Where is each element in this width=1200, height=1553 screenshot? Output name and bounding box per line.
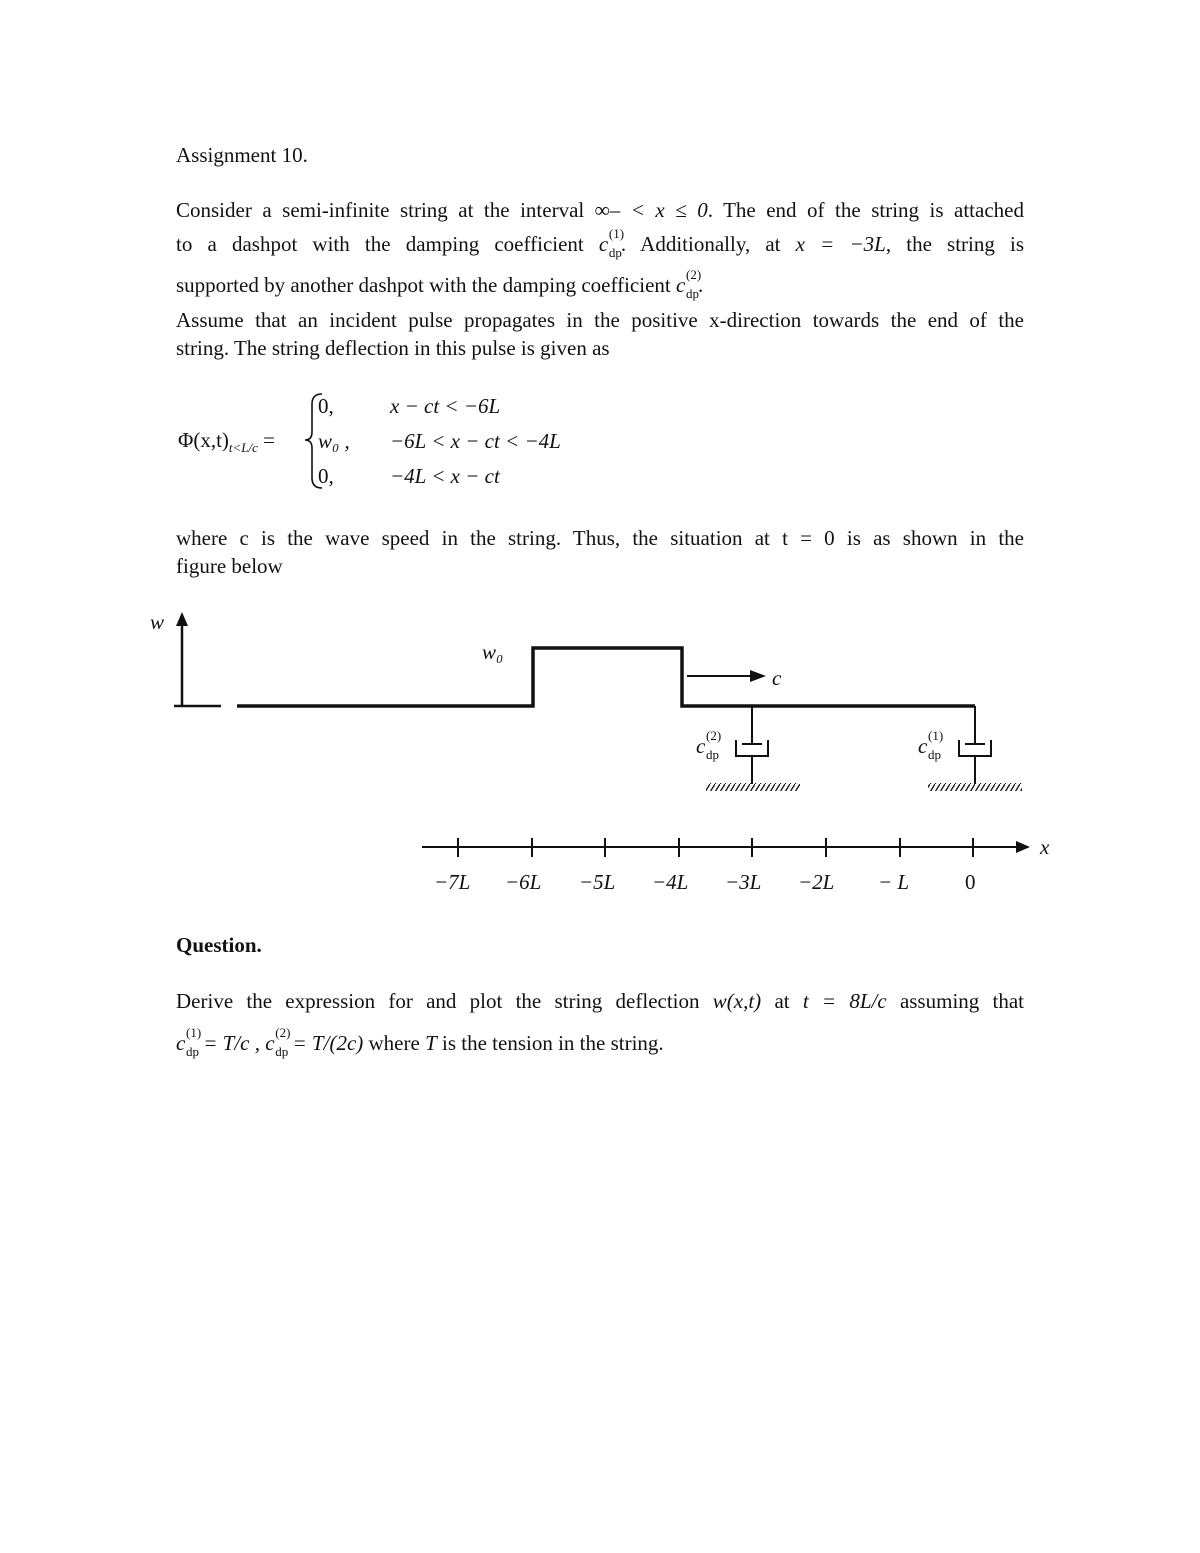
time-expression: t = 8L/c — [802, 989, 887, 1013]
question-heading: Question. — [176, 933, 262, 957]
tick-label: −7L — [434, 870, 471, 894]
assignment-title: Assignment 10. — [176, 143, 308, 167]
para3-line2: figure below — [176, 554, 283, 578]
tick-label: −4L — [652, 870, 689, 894]
tick-label: 0 — [965, 870, 976, 894]
case-3-value: 0, — [318, 464, 334, 488]
dashpot-2-label: c (2) dp — [696, 728, 722, 762]
w0-label: w₀ — [482, 640, 504, 664]
para1-line3-text: supported by another dashpot with the damping coefficient — [176, 273, 671, 297]
para1-line2-text: to a dashpot with the damping coefficient — [176, 232, 584, 256]
tick-label: − L — [878, 870, 910, 894]
damping-coefficient-2: c (2) dp — [676, 267, 702, 301]
interval-expression: ∞– < x ≤ 0 — [594, 198, 708, 222]
wxt-expression: w(x,t) — [712, 989, 762, 1013]
x-position-expression: x = −3L — [795, 232, 886, 256]
case-2-value: w₀ , — [318, 429, 350, 453]
para1-line2-tail: , the string is — [885, 232, 1025, 256]
para1-line2-mid: . Additionally, at — [620, 232, 781, 256]
case-2-condition: −6L < x − ct < −4L — [390, 429, 561, 453]
para2-line2: string. The string deflection in this pulse is given as — [176, 336, 610, 360]
x-axis — [422, 838, 1030, 857]
question-line2: c (1) dp = T/c , c (2) dp = T/(2c) where T is the tension in the string. — [176, 1025, 664, 1059]
damping-coefficient-1: c (1) dp — [598, 226, 625, 260]
w-axis-label: w — [150, 610, 165, 634]
tick-label: −5L — [579, 870, 616, 894]
damping-coefficient-1: c (1) dp — [176, 1025, 202, 1059]
question-line1: Derive the expression for and plot the string deflection w(x,t) at t = 8L/c assuming that — [176, 989, 1025, 1013]
wave-speed-arrow — [687, 670, 766, 682]
para2-line1: Assume that an incident pulse propagates in the positive x-direction towards the end of the — [176, 308, 1024, 332]
tick-label: −2L — [798, 870, 835, 894]
para1-line1 — [176, 196, 1024, 224]
tick-label: −6L — [505, 870, 542, 894]
dashpot-1-label: c (1) dp — [918, 728, 944, 762]
para1-line1-tail: . The end of the string is attached — [707, 198, 1024, 222]
para1-line2 — [176, 226, 1025, 260]
equation-lhs: $\Phi(x,t)_{t<L/c}$ = — [178, 428, 276, 456]
case-1-value: 0, — [318, 394, 334, 418]
tick-label: −3L — [725, 870, 762, 894]
para1-line3: supported by another dashpot with the damping coefficient c (2) dp . — [176, 267, 704, 301]
case-3-condition: −4L < x − ct — [390, 464, 500, 488]
w-axis-arrow — [174, 612, 221, 706]
x-axis-label: x — [1040, 835, 1050, 859]
para3-line1: where c is the wave speed in the string. Thus, the situation at t = 0 is as shown in the — [176, 526, 1024, 550]
para1-line1-text: Consider a semi-infinite string at the interval — [176, 198, 585, 222]
c-label: c — [772, 666, 782, 690]
case-1-condition: x − ct < −6L — [390, 394, 501, 418]
damping-coefficient-2: c (2) dp — [265, 1025, 291, 1059]
string-profile — [237, 648, 975, 706]
